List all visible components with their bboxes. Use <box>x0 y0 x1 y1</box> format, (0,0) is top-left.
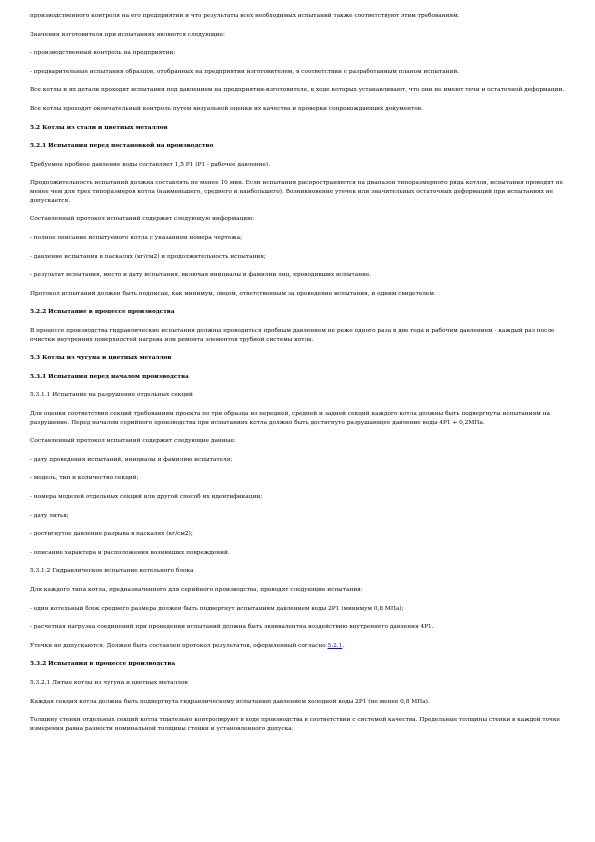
subsection-heading: 5.3.2 Испытания в процессе производства <box>30 661 176 668</box>
paragraph: Составленный протокол испытаний содержит следующие данные: <box>30 438 236 445</box>
paragraph-with-link <box>30 642 570 651</box>
paragraph: Протокол испытаний должен быть подписан, как минимум, лицом, ответственным за проведение испытания, и одним свидетелем. <box>30 290 436 297</box>
paragraph: В процессе производства гидравлические испытания должны проводиться пробным давлением не реже одного раза в две года и рабочим давлением - каждый раз после очистки внутренних поверхностей нагрева или ремонта элементов трубной системы котла. <box>30 327 555 343</box>
subsubsection-heading: 5.3.1.1 Испытание на разрушение отдельных секций <box>30 392 193 399</box>
subsubsection-heading: 5.3.2.1 Литые котлы из чугуна и цветных металлов <box>30 680 188 686</box>
paragraph-text: Утечки не допускаются. Должен быть составлен протокол результатов, оформленный согласно <box>30 642 328 649</box>
paragraph: Для оценки соответствия секций требованиям проекта по три образца из передней, средней и задней секций каждого котла должны быть подвергнуты испытаниям на разрушение. Перед началом серийного производства при испытаниях котла должно быть достигнуто разрушающее давление воды 4P1 + 0,2МПа. <box>30 410 550 426</box>
subsection-heading: 5.3.1 Испытания перед началом производства <box>30 373 189 380</box>
paragraph: Толщину стенки отдельных секций котла тщательно контролируют в ходе производства в соответствии с системой качества. Предельные толщины стенки в каждой точке измерения равна разности номинальной толщины стенки и установленного допуска. <box>30 717 560 732</box>
list-item: - полное описание испытуемого котла с указанием номера чертежа; <box>30 234 243 241</box>
paragraph: Значения изготовителя при испытаниях являются следующие: <box>30 31 225 38</box>
paragraph: Требуемое пробное давление воды составляет 1,5 P1 (P1 - рабочее давление). <box>30 161 271 168</box>
cross-reference-link[interactable]: 5.2.1 <box>327 642 343 649</box>
list-item: - расчетная нагрузка соединений при проведении испытаний должна быть эквивалентна воздействию внутреннего давления 4P1. <box>30 624 434 631</box>
list-item: - дату проведения испытаний, инициалы и фамилию испытателя; <box>30 456 233 463</box>
paragraph: Составленный протокол испытаний содержит следующую информацию: <box>30 216 255 223</box>
list-item: - производственный контроль на предприятии; <box>30 50 176 57</box>
list-item: - описание характера и расположения возникших повреждений. <box>30 549 230 556</box>
section-heading: 5.2 Котлы из стали и цветных металлов <box>30 124 168 131</box>
list-item: - результат испытания, место и дату испытания, включая инициалы и фамилии лиц, проводивших испытание. <box>30 272 372 279</box>
subsubsection-heading: 5.3.1.2 Гидравлическое испытание котельного блока <box>30 568 194 575</box>
paragraph-text: . <box>342 642 345 649</box>
subsection-heading: 5.2.2 Испытание в процессе производства <box>30 309 175 316</box>
list-item: - достигнутое давление разрыва в паскалях (кг/см2); <box>30 531 193 538</box>
subsection-heading: 5.2.1 Испытания перед постановкой на производство <box>30 143 214 150</box>
list-item: - модель, тип и количество секций; <box>30 475 139 482</box>
list-item: - дату литья; <box>30 512 69 519</box>
paragraph: производственного контроля на его предприятии и что результаты всех необходимых испытаний также соответствуют этим требованиям. <box>30 13 460 19</box>
list-item: - предварительные испытания образцов, отобранных на предприятии изготовителем, в соответствии с разработанным планом испытаний. <box>30 68 460 75</box>
document-page <box>30 12 570 743</box>
list-item: - давление испытания в паскалях (кг/см2) и продолжительность испытания; <box>30 253 266 260</box>
paragraph: Для каждого типа котла, предназначенного для серийного производства, проводят следующие испытания: <box>30 587 363 594</box>
list-item: - номера моделей отдельных секций или другой способ их идентификации; <box>30 494 263 501</box>
paragraph: Продолжительность испытаний должна составлять не менее 10 мин. Если испытания распространяются на диапазон типоразмерного ряда котлов, испытания проводят не менее чем для трех типоразмеров котла (наименьшего, среднего и наибольшего). Возникновение утечек или значительных остаточных деформаций при испытаниях не допускается. <box>30 180 563 204</box>
list-item: - один котельный блок среднего размера должен быть подвергнут испытаниям давлением воды 2P1 (минимум 0,8 МПа); <box>30 605 404 612</box>
paragraph: Каждая секция котла должна быть подвергнута гидравлическому испытанию давлением холодной воды 2P1 (не менее 0,8 МПа). <box>30 698 430 705</box>
section-heading: 5.3 Котлы из чугуна и цветных металлов <box>30 355 172 362</box>
paragraph: Все котлы проходят окончательный контроль путем визуальной оценки их качества и проверки сопровождающих документов. <box>30 105 423 112</box>
paragraph: Все котлы и их детали проходят испытания под давлением на предприятии-изготовителе, в ходе которых устанавливают, что они не имеют течи и остаточной деформации. <box>30 87 565 94</box>
